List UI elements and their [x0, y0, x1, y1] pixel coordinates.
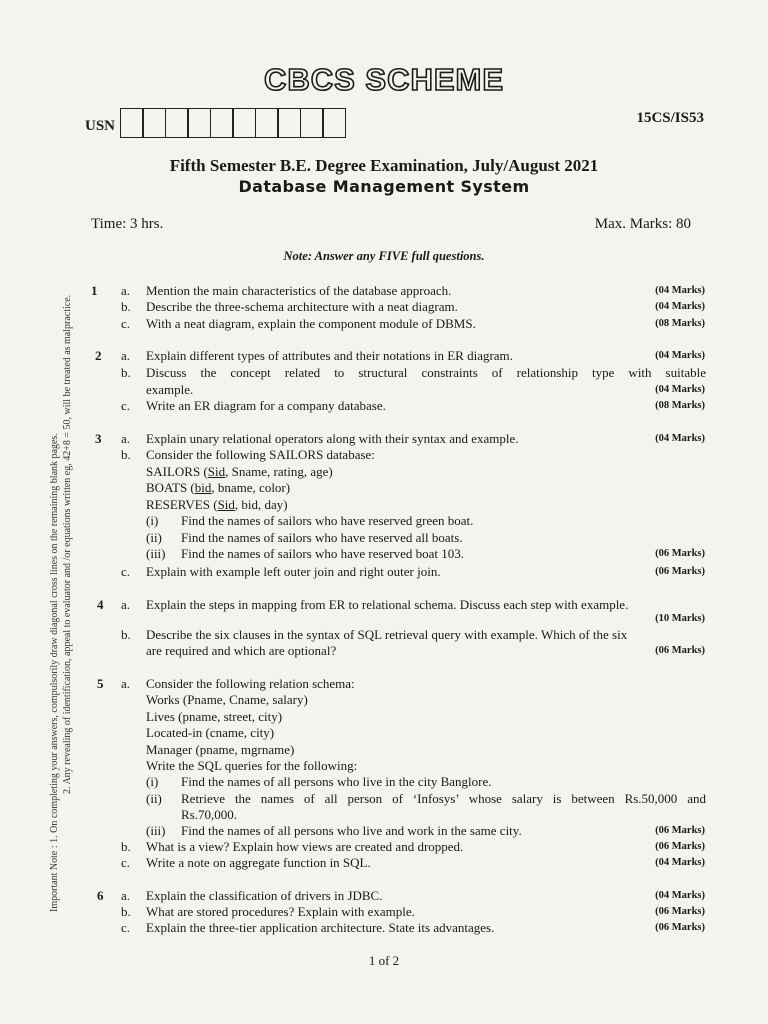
- query-text: Find the names of all persons who live and work in the same city.: [181, 823, 522, 838]
- roman-label: (ii): [146, 791, 162, 806]
- question-text: Mention the main characteristics of the database approach.: [146, 283, 452, 298]
- sub-label: c.: [121, 398, 131, 413]
- side-note-line-1: Important Note : 1. On completing your answers, compulsorily draw diagonal cross lines on the remaining blank pages.: [49, 433, 60, 912]
- relation-manager: Manager (pname, mgrname): [146, 742, 295, 757]
- question-text: Explain the classification of drivers in JDBC.: [146, 888, 383, 903]
- question-text: Write a note on aggregate function in SQL.: [146, 855, 371, 870]
- query-text-cont: Rs.70,000.: [181, 807, 237, 822]
- schema-reserves: [146, 497, 288, 513]
- usn-box: [187, 108, 211, 138]
- side-note-line-2: 2. Any revealing of identification, appeal to evaluator and /or equations written eg, 42+8 = 50, will be treated as malpractice.: [62, 294, 73, 794]
- usn-box: [255, 108, 279, 138]
- question-text: What is a view? Explain how views are created and dropped.: [146, 839, 464, 854]
- sub-label: c.: [121, 564, 131, 579]
- relation-works: Works (Pname, Cname, salary): [146, 692, 308, 707]
- question-number: 1: [91, 283, 98, 298]
- schema-sailors: [146, 464, 333, 480]
- sub-label: b.: [121, 299, 131, 314]
- exam-duration: Time: 3 hrs.: [91, 216, 164, 232]
- primary-key: bid: [194, 480, 212, 495]
- marks: (04 Marks): [655, 890, 705, 901]
- schema-text: , bname, color): [211, 480, 291, 495]
- marks: (06 Marks): [655, 825, 705, 836]
- question-text: Describe the three-schema architecture with a neat diagram.: [146, 299, 458, 314]
- marks: (04 Marks): [655, 857, 705, 868]
- sub-label: a.: [121, 676, 131, 691]
- marks: (06 Marks): [655, 645, 705, 656]
- roman-label: (i): [146, 513, 159, 528]
- question-text: With a neat diagram, explain the component module of DBMS.: [146, 316, 476, 331]
- instruction-note: Note: Answer any FIVE full questions.: [283, 249, 485, 263]
- roman-label: (ii): [146, 530, 162, 545]
- query-text: Find the names of sailors who have reserved all boats.: [181, 530, 463, 545]
- usn-label: USN: [85, 118, 116, 134]
- schema-text: , Sname, rating, age): [225, 464, 333, 479]
- usn-box: [277, 108, 301, 138]
- question-text: Consider the following relation schema:: [146, 676, 355, 691]
- marks: (06 Marks): [655, 922, 705, 933]
- question-text-cont: are required and which are optional?: [146, 643, 337, 658]
- question-text: What are stored procedures? Explain with example.: [146, 904, 415, 919]
- question-text: Explain different types of attributes and their notations in ER diagram.: [146, 348, 513, 363]
- sub-label: b.: [121, 627, 131, 642]
- sub-label: b.: [121, 904, 131, 919]
- roman-label: (iii): [146, 546, 166, 561]
- marks: (10 Marks): [655, 613, 705, 624]
- marks: (06 Marks): [655, 841, 705, 852]
- usn-box: [300, 108, 324, 138]
- page-number: 1 of 2: [368, 953, 400, 968]
- question-number: 2: [95, 348, 102, 363]
- query-intro: Write the SQL queries for the following:: [146, 758, 358, 773]
- marks: (08 Marks): [655, 318, 705, 329]
- question-number: 3: [95, 431, 102, 446]
- course-code: 15CS/IS53: [636, 110, 704, 126]
- sub-label: b.: [121, 839, 131, 854]
- usn-box: [142, 108, 166, 138]
- usn-box: [210, 108, 234, 138]
- question-text: Describe the six clauses in the syntax of SQL retrieval query with example. Which of the six: [146, 627, 628, 642]
- marks: (04 Marks): [655, 384, 705, 395]
- usn-box: [322, 108, 346, 138]
- query-text: Find the names of all persons who live in the city Banglore.: [181, 774, 492, 789]
- question-text: Explain the steps in mapping from ER to relational schema. Discuss each step with example.: [146, 597, 629, 612]
- marks: (06 Marks): [655, 548, 705, 559]
- sub-label: c.: [121, 855, 131, 870]
- query-text: Retrieve the names of all person of ‘Infosys’ whose salary is between Rs.50,000 and: [181, 791, 706, 806]
- sub-label: a.: [121, 597, 131, 612]
- query-text: Find the names of sailors who have reserved green boat.: [181, 513, 474, 528]
- question-text: Explain unary relational operators along with their syntax and example.: [146, 431, 519, 446]
- scheme-banner: CBCS SCHEME: [263, 62, 505, 97]
- sub-label: a.: [121, 348, 131, 363]
- side-important-note: [48, 252, 74, 912]
- question-text: Explain the three-tier application architecture. State its advantages.: [146, 920, 495, 935]
- marks: (04 Marks): [655, 301, 705, 312]
- schema-text: , bid, day): [234, 497, 288, 512]
- primary-key: Sid: [207, 464, 226, 479]
- marks: (04 Marks): [655, 350, 705, 361]
- question-text: Consider the following SAILORS database:: [146, 447, 375, 462]
- sub-label: c.: [121, 316, 131, 331]
- marks: (06 Marks): [655, 906, 705, 917]
- query-text: Find the names of sailors who have reserved boat 103.: [181, 546, 465, 561]
- question-number: 4: [97, 597, 104, 612]
- marks: (04 Marks): [655, 285, 705, 296]
- schema-text: SAILORS (: [146, 464, 208, 479]
- question-number: 6: [97, 888, 104, 903]
- marks: (04 Marks): [655, 433, 705, 444]
- usn-box: [232, 108, 256, 138]
- subject-title: Database Management System: [238, 177, 530, 196]
- sub-label: b.: [121, 447, 131, 462]
- sub-label: b.: [121, 365, 131, 380]
- usn-boxes: [121, 108, 346, 138]
- roman-label: (iii): [146, 823, 166, 838]
- marks: (06 Marks): [655, 566, 705, 577]
- max-marks: Max. Marks: 80: [594, 216, 691, 232]
- primary-key: Sid: [217, 497, 235, 512]
- relation-located-in: Located-in (cname, city): [146, 725, 275, 740]
- schema-text: BOATS (: [146, 480, 195, 495]
- sub-label: a.: [121, 431, 131, 446]
- sub-label: c.: [121, 920, 131, 935]
- usn-box: [120, 108, 144, 138]
- usn-box: [165, 108, 189, 138]
- question-text: Explain with example left outer join and right outer join.: [146, 564, 441, 579]
- relation-lives: Lives (pname, street, city): [146, 709, 283, 724]
- schema-text: RESERVES (: [146, 497, 218, 512]
- roman-label: (i): [146, 774, 159, 789]
- question-text: Write an ER diagram for a company database.: [146, 398, 386, 413]
- schema-boats: [146, 480, 290, 496]
- question-number: 5: [97, 676, 104, 691]
- marks: (08 Marks): [655, 400, 705, 411]
- exam-title: Fifth Semester B.E. Degree Examination, July/August 2021: [169, 156, 599, 175]
- sub-label: a.: [121, 888, 131, 903]
- question-text: Discuss the concept related to structural constraints of relationship type with suitable: [146, 365, 706, 380]
- sub-label: a.: [121, 283, 131, 298]
- question-text-cont: example.: [146, 382, 194, 397]
